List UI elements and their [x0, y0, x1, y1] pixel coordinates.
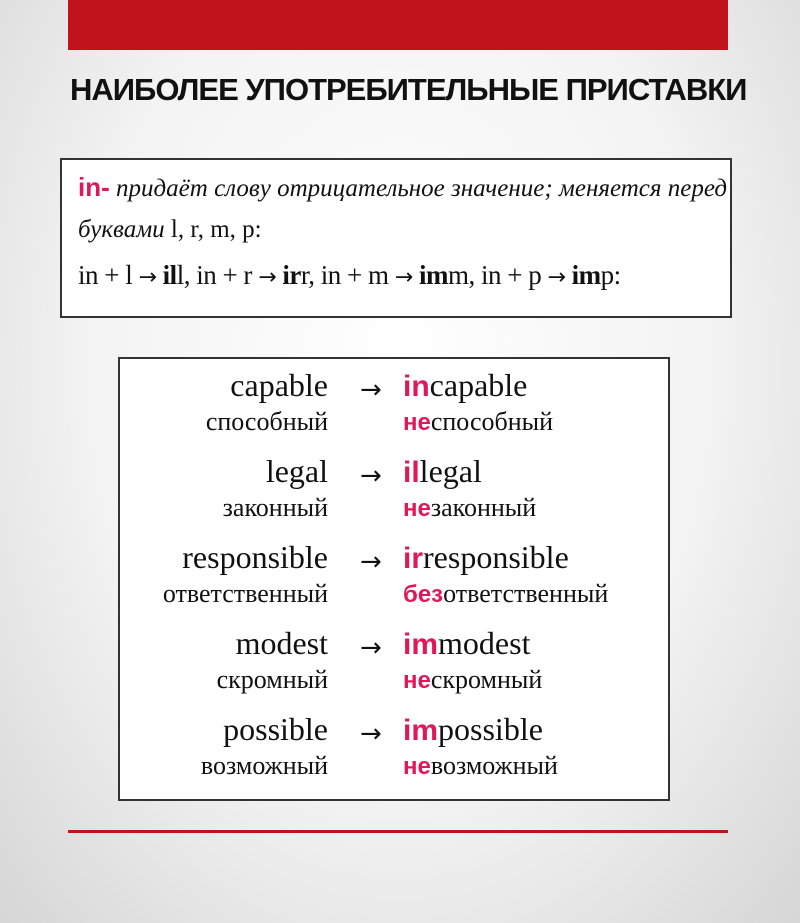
en-prefix: il [403, 456, 420, 489]
top-accent-bar [68, 0, 728, 50]
derived-word-ru [403, 665, 542, 695]
en-prefix: im [403, 628, 439, 661]
derived-word-en [403, 367, 527, 404]
transform-rest: p [600, 260, 614, 290]
base-word-en: responsible [182, 539, 328, 575]
ru-prefix: не [403, 409, 431, 436]
ru-prefix: без [403, 581, 444, 608]
derived-word-en [403, 625, 530, 662]
ru-prefix: не [403, 495, 431, 522]
transform-result: il [162, 260, 177, 290]
examples-box [118, 357, 670, 801]
example-pair [120, 539, 668, 621]
en-stem: legal [419, 453, 482, 489]
base-word-ru: скромный [216, 665, 328, 694]
transform-base: in + p [480, 260, 542, 290]
en-stem: possible [438, 711, 543, 747]
rule-letters: l, r, m, p: [170, 216, 262, 243]
example-pair [120, 625, 668, 707]
en-prefix: im [403, 714, 439, 747]
arrow-icon: → [360, 461, 382, 491]
arrow-icon: → [360, 375, 382, 405]
rule-line-letters [78, 216, 262, 244]
ru-stem: способный [430, 407, 554, 436]
rule-description: придаёт слову отрицательное значение; меняется перед [116, 175, 727, 202]
derived-word-en [403, 539, 569, 576]
arrow-icon: → [360, 547, 382, 577]
en-stem: responsible [423, 539, 569, 575]
en-stem: modest [438, 625, 531, 661]
derived-word-ru [403, 579, 608, 609]
ru-stem: ответственный [443, 579, 609, 608]
rule-prefix: in- [78, 172, 110, 202]
example-pair [120, 453, 668, 535]
transform-base: in + r [196, 260, 252, 290]
transform-result: im [418, 260, 448, 290]
arrow-icon: → [258, 265, 277, 290]
rule-box [60, 158, 732, 318]
ru-stem: скромный [430, 665, 543, 694]
arrow-icon: → [394, 265, 413, 290]
example-pair [120, 711, 668, 793]
rule-line-transforms: in + l → ill, in + r → irr, in + m → imm, in + p → imp: [78, 260, 621, 290]
en-prefix: ir [403, 542, 424, 575]
rule-line-description [78, 172, 727, 203]
transform-rest: l [176, 260, 184, 290]
arrow-icon: → [360, 633, 382, 663]
ru-prefix: не [403, 667, 431, 694]
derived-word-ru [403, 407, 553, 437]
en-prefix: in [403, 370, 430, 403]
en-stem: capable [429, 367, 528, 403]
derived-word-ru [403, 493, 536, 523]
transform-rest: m [447, 260, 469, 290]
base-word-en: modest [235, 625, 328, 661]
ru-stem: возможный [430, 751, 558, 780]
base-word-ru: способный [205, 407, 328, 436]
transform-rest: r [300, 260, 309, 290]
base-word-en: legal [265, 453, 328, 489]
rule-letters-lead: буквами [78, 216, 165, 243]
transform-base: in + m [320, 260, 389, 290]
bottom-accent-rule [68, 830, 728, 833]
derived-word-ru [403, 751, 558, 781]
ru-stem: законный [430, 493, 537, 522]
transform-base: in + l [78, 260, 133, 290]
slide-title: НАИБОЛЕЕ УПОТРЕБИТЕЛЬНЫЕ ПРИСТАВКИ [70, 72, 747, 107]
transform-result: im [571, 260, 601, 290]
arrow-icon: → [138, 265, 157, 290]
arrow-icon: → [547, 265, 566, 290]
derived-word-en [403, 711, 543, 748]
base-word-en: capable [230, 367, 328, 403]
example-pair [120, 367, 668, 449]
base-word-ru: законный [222, 493, 328, 522]
base-word-en: possible [223, 711, 328, 747]
transform-result: ir [282, 260, 301, 290]
arrow-icon: → [360, 719, 382, 749]
base-word-ru: возможный [200, 751, 328, 780]
base-word-ru: ответственный [162, 579, 328, 608]
derived-word-en [403, 453, 482, 490]
ru-prefix: не [403, 753, 431, 780]
